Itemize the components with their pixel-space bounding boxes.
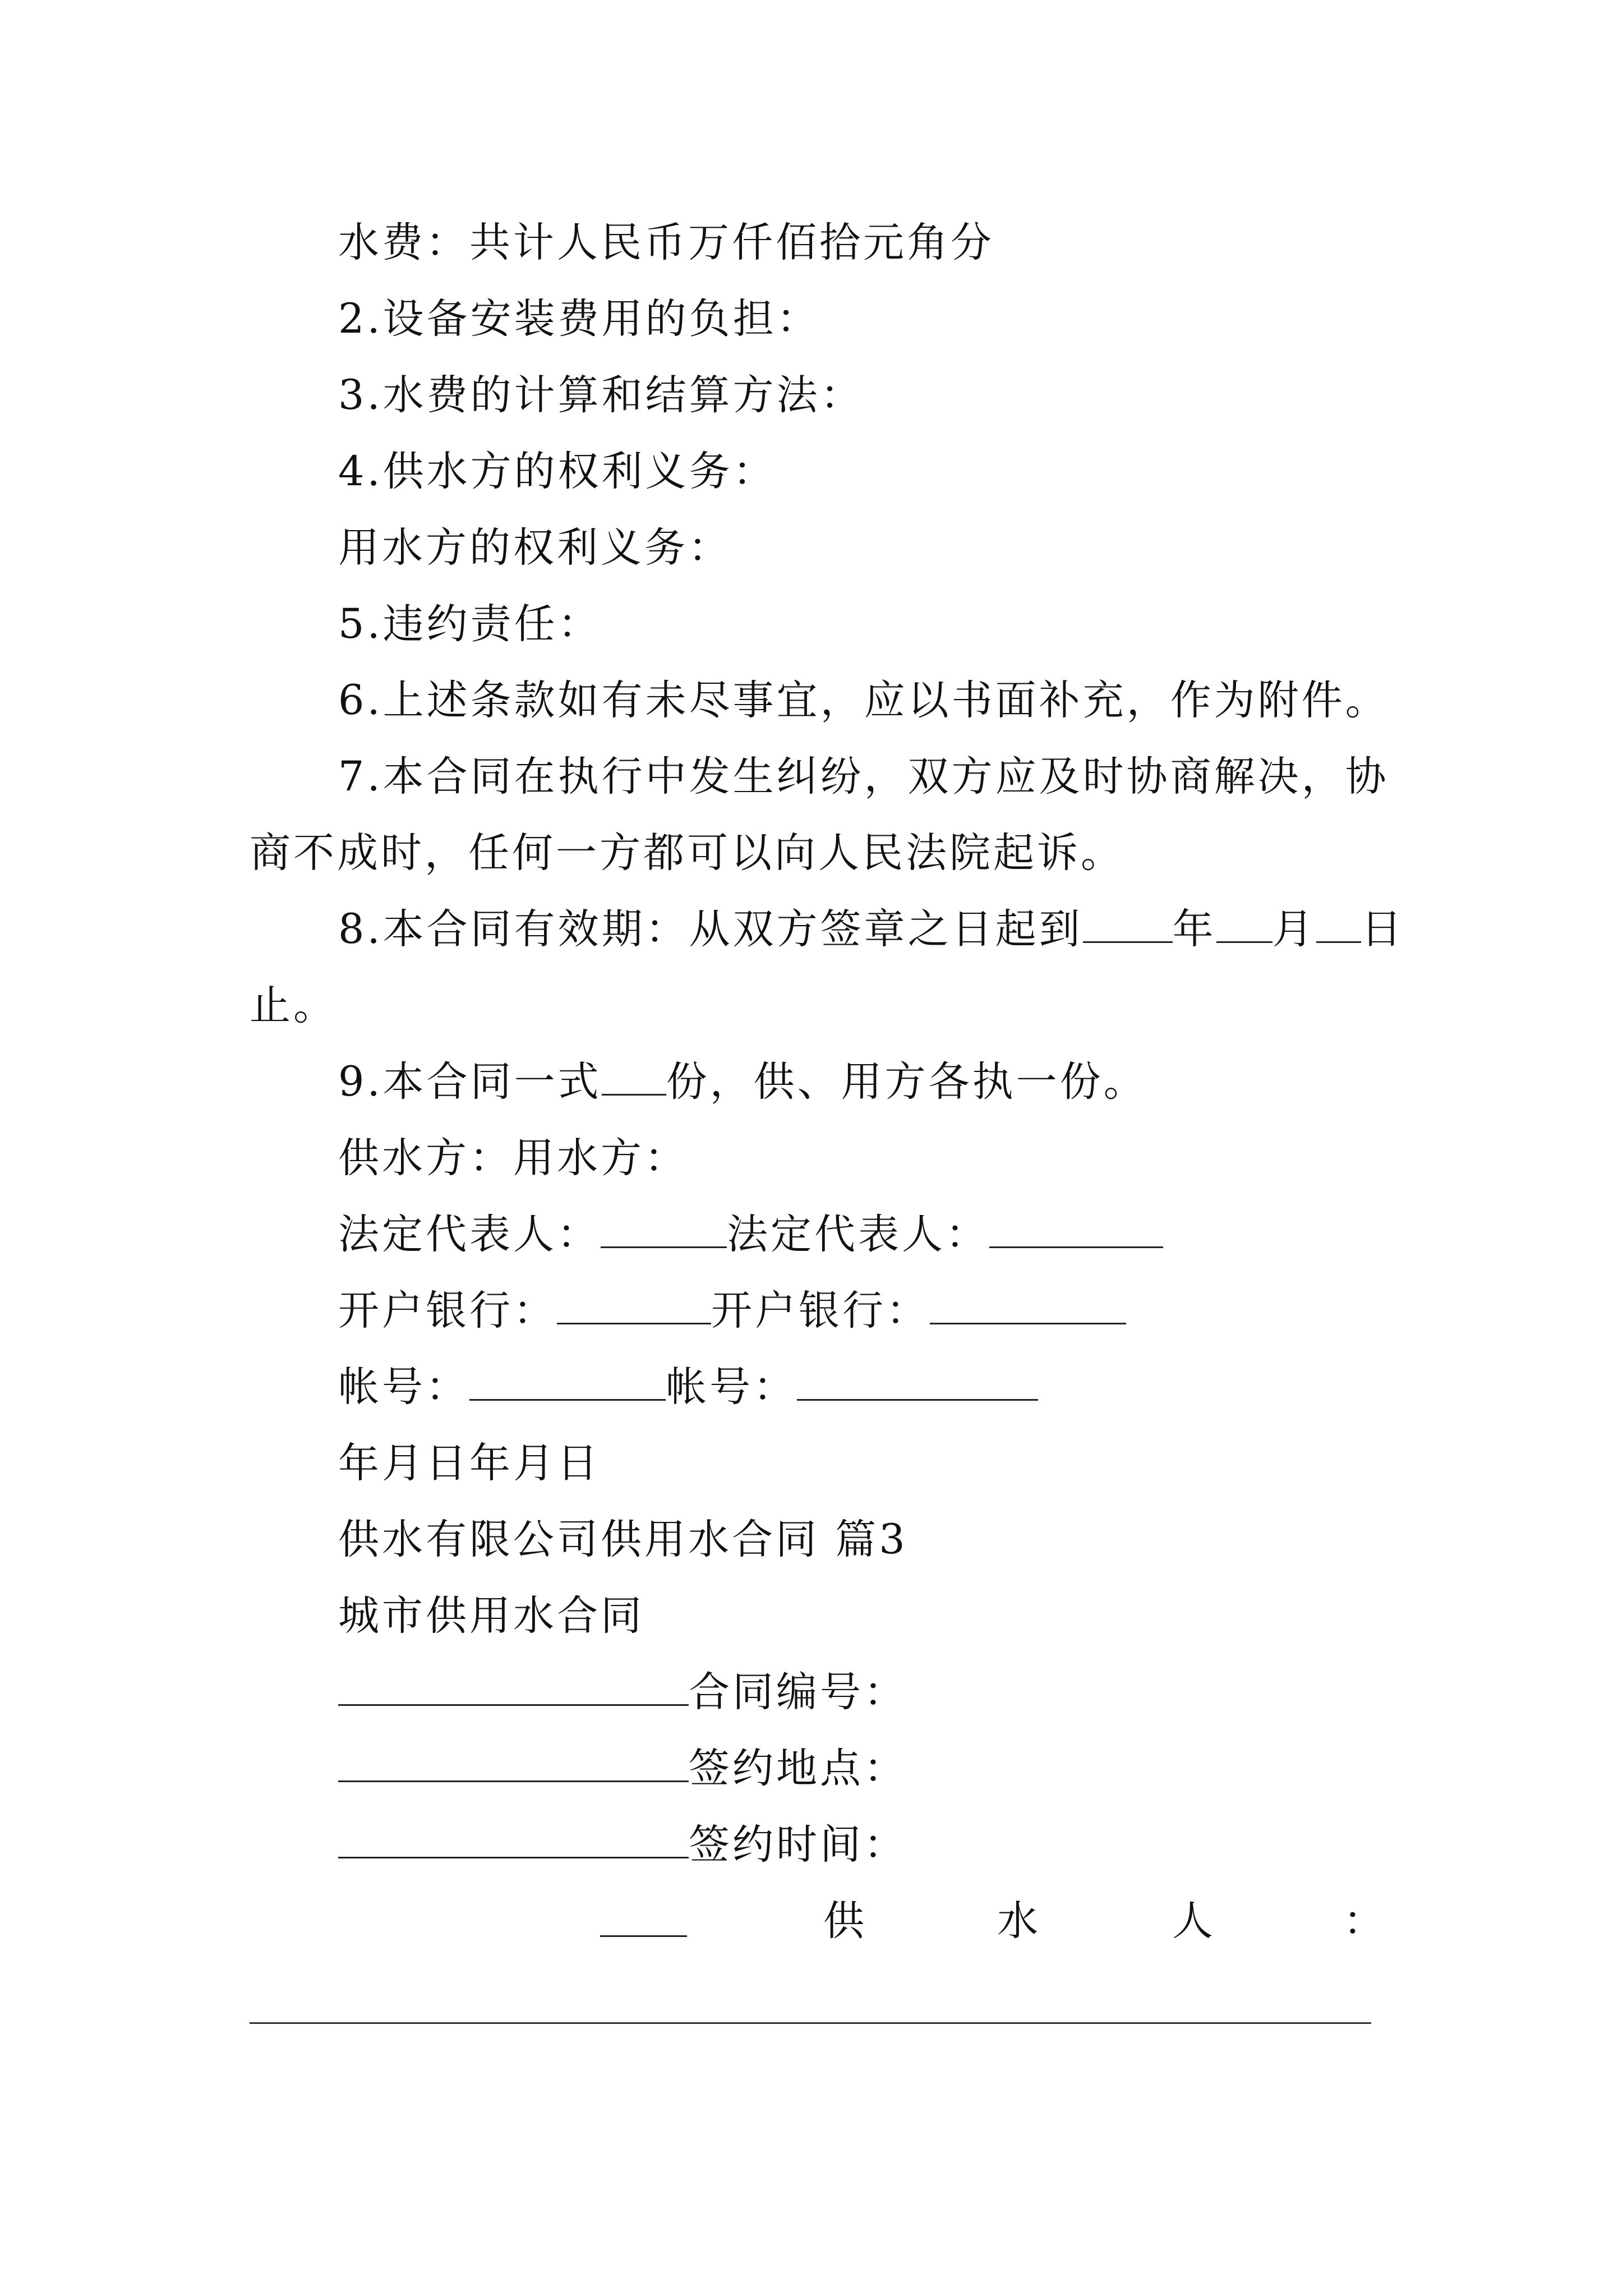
item-4-line: 4.供水方的权利义务：: [338, 448, 777, 495]
copies-blank: [602, 1061, 666, 1096]
legal-rep-blank-b: [989, 1214, 1163, 1248]
bank-label-a: 开户银行：: [338, 1287, 557, 1335]
item-8-day-label: 日: [1361, 905, 1405, 953]
sign-time-blank: [338, 1824, 689, 1858]
account-label-a: 帐号：: [338, 1363, 469, 1411]
item-8-month-label: 月: [1272, 905, 1316, 953]
supplier-char-4: ：: [1343, 1897, 1384, 1945]
supplier-blank: [600, 1893, 687, 1937]
section-heading: 供水有限公司供用水合同 篇3: [338, 1516, 908, 1563]
account-line: [338, 1359, 1038, 1415]
bank-line: [338, 1283, 1126, 1339]
signature-underline: [250, 2022, 1371, 2024]
bank-label-b: 开户银行：: [711, 1287, 930, 1335]
contract-title: 城市供用水合同: [338, 1592, 644, 1640]
sign-place-line: [338, 1741, 907, 1797]
sign-time-line: [338, 1817, 907, 1873]
item-9-line: [338, 1054, 1147, 1110]
item-8-line-2: 止。: [250, 982, 337, 1029]
bank-blank-b: [930, 1290, 1126, 1324]
water-fee-line: 水费：共计人民币万仟佰拾元角分: [338, 219, 994, 266]
item-8-year-label: 年: [1172, 905, 1216, 953]
item-9-text-a: 9.本合同一式: [338, 1058, 602, 1106]
legal-rep-blank-a: [601, 1214, 727, 1248]
user-rights-line: 用水方的权利义务：: [338, 524, 732, 572]
item-9-text-b: 份，供、用方各执一份。: [666, 1058, 1147, 1106]
item-5-line: 5.违约责任：: [338, 600, 602, 648]
contract-no-label: 合同编号：: [689, 1668, 907, 1716]
sign-place-blank: [338, 1748, 689, 1782]
bank-blank-a: [557, 1290, 711, 1324]
sign-time-label: 签约时间：: [689, 1821, 907, 1869]
day-blank: [1316, 909, 1361, 943]
dates-line: 年月日年月日: [338, 1439, 601, 1487]
item-8-line-1: [338, 901, 1405, 958]
supplier-char-3: 人: [1172, 1897, 1213, 1945]
month-blank: [1216, 909, 1272, 943]
account-blank-a: [469, 1366, 666, 1401]
sign-place-label: 签约地点：: [689, 1745, 907, 1792]
supplier-char-2: 水: [997, 1897, 1038, 1945]
item-3-line: 3.水费的计算和结算方法：: [338, 371, 864, 419]
supplier-char-1: 供: [823, 1897, 864, 1945]
legal-rep-line: [338, 1207, 1163, 1263]
contract-no-line: [338, 1664, 907, 1720]
legal-rep-label-a: 法定代表人：: [338, 1211, 601, 1258]
account-blank-b: [797, 1366, 1038, 1401]
item-7-line-2: 商不成时，任何一方都可以向人民法院起诉。: [250, 829, 1124, 877]
contract-no-blank: [338, 1672, 689, 1706]
item-2-line: 2.设备安装费用的负担：: [338, 295, 820, 343]
parties-line: 供水方：用水方：: [338, 1134, 688, 1182]
item-6-line: 6.上述条款如有未尽事宜，应以书面补充，作为附件。: [338, 677, 1389, 724]
item-7-line-1: 7.本合同在执行中发生纠纷，双方应及时协商解决，协: [338, 753, 1389, 800]
legal-rep-label-b: 法定代表人：: [727, 1211, 989, 1258]
year-blank: [1083, 909, 1173, 943]
item-8-text: 8.本合同有效期：从双方签章之日起到: [338, 905, 1083, 953]
account-label-b: 帐号：: [666, 1363, 797, 1411]
